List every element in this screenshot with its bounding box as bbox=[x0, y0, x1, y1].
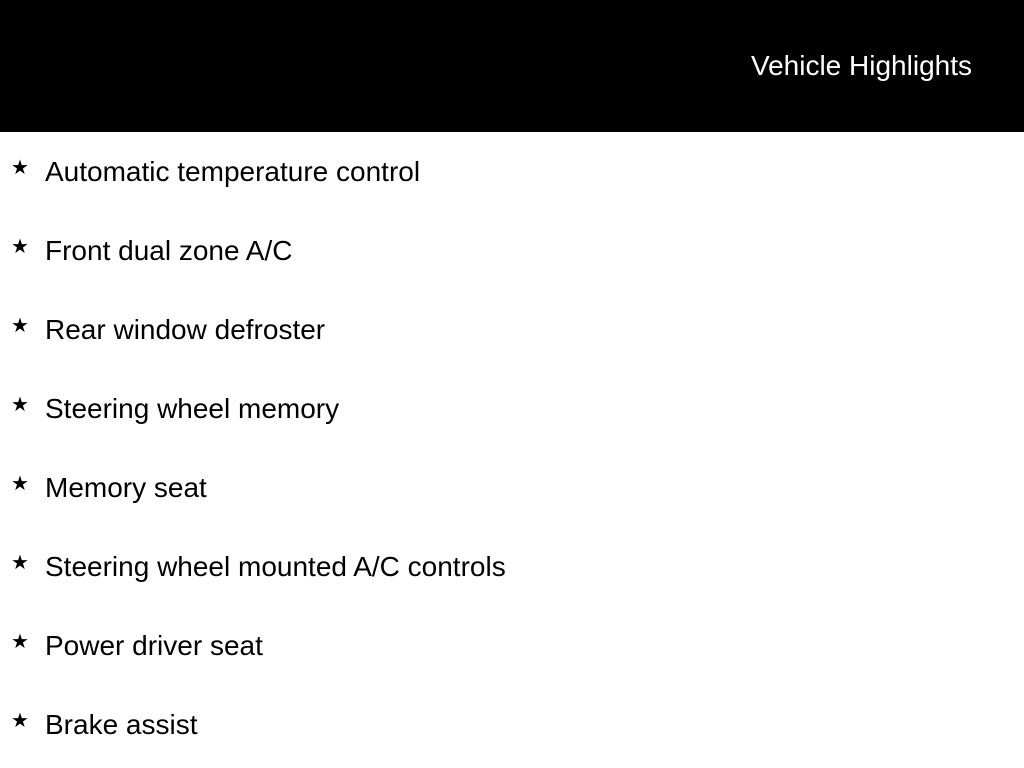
star-icon: ★ bbox=[11, 236, 29, 258]
page-title: Vehicle Highlights bbox=[750, 50, 972, 81]
list-item bbox=[0, 132, 1024, 211]
header-bar bbox=[0, 0, 1024, 132]
list-item bbox=[0, 685, 1024, 764]
highlight-label: Automatic temperature control bbox=[45, 156, 421, 187]
list-item bbox=[0, 290, 1024, 369]
highlight-label: Steering wheel memory bbox=[45, 393, 340, 424]
highlight-label: Rear window defroster bbox=[45, 314, 326, 345]
list-item bbox=[0, 211, 1024, 290]
list-item bbox=[0, 527, 1024, 606]
highlight-label: Front dual zone A/C bbox=[45, 235, 293, 266]
list-item bbox=[0, 606, 1024, 685]
star-icon: ★ bbox=[11, 157, 29, 179]
list-item bbox=[0, 369, 1024, 448]
highlight-label: Brake assist bbox=[45, 709, 198, 740]
star-icon: ★ bbox=[11, 552, 29, 574]
star-icon: ★ bbox=[11, 473, 29, 495]
star-icon: ★ bbox=[11, 315, 29, 337]
highlight-label: Memory seat bbox=[45, 472, 207, 503]
highlight-label: Steering wheel mounted A/C controls bbox=[45, 551, 506, 582]
highlights-list bbox=[0, 132, 1024, 764]
star-icon: ★ bbox=[11, 710, 29, 732]
star-icon: ★ bbox=[11, 631, 29, 653]
star-icon: ★ bbox=[11, 394, 29, 416]
highlight-label: Power driver seat bbox=[45, 630, 263, 661]
list-item bbox=[0, 448, 1024, 527]
